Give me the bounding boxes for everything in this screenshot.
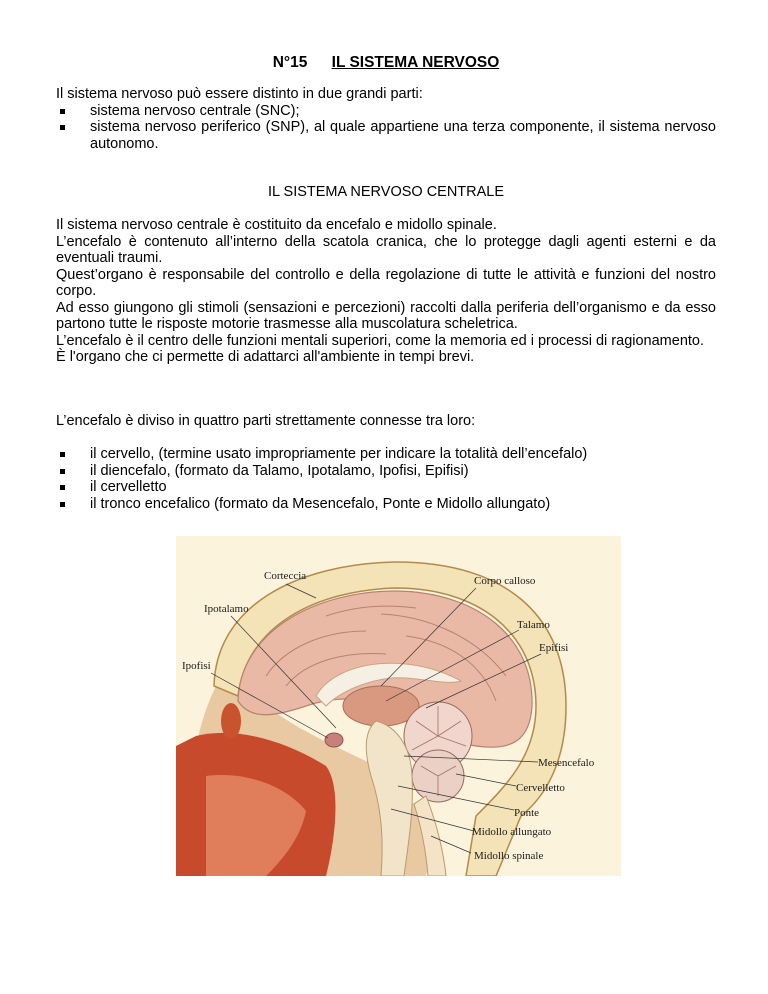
sinus xyxy=(221,703,241,739)
label-midollo-allungato: Midollo allungato xyxy=(472,826,552,838)
paragraph: L’encefalo è contenuto all’interno della scatola cranica, che lo protegge dagli agenti esterni e da eventuali traumi. xyxy=(56,233,716,266)
intro-bullet: sistema nervoso periferico (SNP), al quale appartiene una terza componente, il sistema nervoso autonomo. xyxy=(56,119,716,152)
intro-bullet: sistema nervoso centrale (SNC); xyxy=(56,103,716,120)
label-ponte: Ponte xyxy=(514,807,540,819)
paragraph: Quest’organo è responsabile del controllo e della regolazione di tutte le attività e funzioni del nostro corpo. xyxy=(56,266,716,299)
intro-block xyxy=(56,86,716,152)
paragraph: Ad esso giungono gli stimoli (sensazioni e percezioni) raccolti dalla periferia dell’organismo e da esso partono tutte le risposte motorie trasmesse alla muscolatura scheletrica. xyxy=(56,299,716,332)
title-text: IL SISTEMA NERVOSO xyxy=(331,54,500,71)
label-ipotalamo: Ipotalamo xyxy=(204,603,249,615)
title-number: N°15 xyxy=(272,54,308,71)
paragraph: Il sistema nervoso centrale è costituito da encefalo e midollo spinale. xyxy=(56,217,497,233)
page-title xyxy=(56,54,716,72)
paragraph: L’encefalo è diviso in quattro parti strettamente connesse tra loro: xyxy=(56,413,476,429)
list-item: il tronco encefalico (formato da Mesencefalo, Ponte e Midollo allungato) xyxy=(56,496,716,513)
label-ipofisi: Ipofisi xyxy=(182,660,211,672)
label-talamo: Talamo xyxy=(517,619,550,631)
label-cervelletto: Cervelletto xyxy=(516,782,565,794)
label-epifisi: Epifisi xyxy=(539,642,569,654)
list-item: il diencefalo, (formato da Talamo, Ipotalamo, Ipofisi, Epifisi) xyxy=(56,463,716,480)
label-corteccia: Corteccia xyxy=(264,570,307,582)
division-lead xyxy=(56,413,716,430)
list-item: il cervello, (termine usato impropriamente per indicare la totalità dell’encefalo) xyxy=(56,446,716,463)
label-corpo-calloso: Corpo calloso xyxy=(474,575,536,587)
section-body xyxy=(56,217,716,366)
list-item: il cervelletto xyxy=(56,479,716,496)
label-mesencefalo: Mesencefalo xyxy=(538,757,595,769)
pituitary xyxy=(325,733,343,747)
paragraph: L’encefalo è il centro delle funzioni mentali superiori, come la memoria ed i processi di ragionamento. xyxy=(56,332,705,349)
label-midollo-spinale: Midollo spinale xyxy=(474,850,544,862)
parts-list xyxy=(56,446,716,512)
paragraph: È l'organo che ci permette di adattarci all'ambiente in tempi brevi. xyxy=(56,349,475,365)
brain-anatomy-figure xyxy=(176,536,621,876)
intro-lead: Il sistema nervoso può essere distinto in due grandi parti: xyxy=(56,86,423,102)
section-heading: IL SISTEMA NERVOSO CENTRALE xyxy=(267,184,505,200)
